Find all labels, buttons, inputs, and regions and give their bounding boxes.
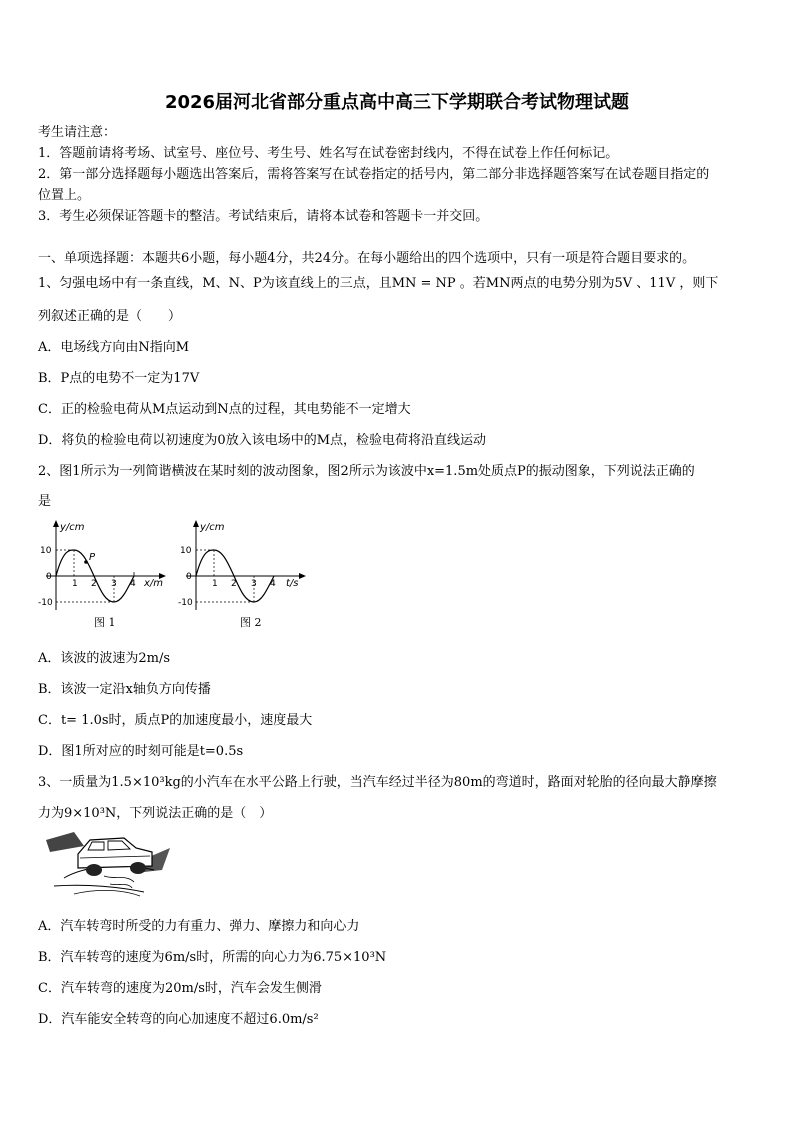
q1-stem: 1、匀强电场中有一条直线，M、N、P为该直线上的三点，且MN = NP 。若MN两点的电势分别为5V 、11V ，则下 — [38, 276, 719, 291]
x-tick-label: 3 — [111, 579, 117, 589]
y-tick-label: 10 — [180, 546, 192, 556]
notice-item: 2．第一部分选择题每小题选出答案后，需将答案写在试卷指定的括号内，第二部分非选择题答案写在试卷题目指定的 — [38, 167, 710, 182]
q1-stem: 列叙述正确的是（ ） — [38, 309, 182, 324]
x-tick-label: 4 — [130, 579, 136, 589]
notice-item: 1．答题前请将考场、试室号、座位号、考生号、姓名写在试卷密封线内，不得在试卷上作任何标记。 — [38, 146, 619, 161]
q2-option-d: D．图1所对应的时刻可能是t=0.5s — [38, 744, 244, 759]
q2-stem: 是 — [38, 494, 52, 509]
point-p-label: P — [89, 552, 96, 563]
y-tick-label: 0 — [46, 572, 52, 582]
x-tick-label: 1 — [212, 579, 218, 589]
q3-option-a: A．汽车转弯时所受的力有重力、弹力、摩擦力和向心力 — [38, 919, 360, 934]
notice-item: 位置上。 — [38, 188, 91, 203]
q3-option-d: D．汽车能安全转弯的向心加速度不超过6.0m/s² — [38, 1012, 319, 1027]
page-title: 2026届河北省部分重点高中高三下学期联合考试物理试题 — [164, 92, 630, 113]
q3-option-c: C．汽车转弯的速度为20m/s时，汽车会发生侧滑 — [38, 981, 322, 996]
q3-stem: 3、一质量为1.5×10³kg的小汽车在水平公路上行驶，当汽车经过半径为80m的弯道时，路面对轮胎的径向最大静摩擦 — [38, 775, 717, 790]
q2-option-b: B．该波一定沿x轴负方向传播 — [38, 682, 211, 697]
y-axis-label: y/cm — [60, 522, 85, 533]
y-tick-label: -10 — [38, 598, 53, 608]
figure-1-caption: 图 1 — [94, 616, 116, 629]
car-on-curve-illustration — [44, 826, 174, 898]
q2-option-c: C．t= 1.0s时，质点P的加速度最小，速度最大 — [38, 713, 313, 728]
y-axis-label: y/cm — [200, 522, 225, 533]
notice-heading: 考生请注意： — [38, 125, 117, 140]
vibration-graph-figure — [176, 518, 311, 614]
wave-graph-figure — [36, 518, 171, 614]
x-tick-label: 2 — [91, 579, 97, 589]
q2-stem: 2、图1所示为一列简谐横波在某时刻的波动图象，图2所示为该波中x=1.5m处质点P的振动图象，下列说法正确的 — [38, 464, 695, 479]
x-tick-label: 3 — [251, 579, 257, 589]
q1-option-d: D．将负的检验电荷以初速度为0放入该电场中的M点，检验电荷将沿直线运动 — [38, 433, 487, 448]
x-axis-label: x/m — [144, 578, 164, 589]
x-tick-label: 2 — [231, 579, 237, 589]
x-axis-label: t/s — [286, 578, 299, 589]
x-tick-label: 1 — [72, 579, 78, 589]
q1-option-a: A．电场线方向由N指向M — [38, 340, 190, 355]
y-tick-label: -10 — [178, 598, 193, 608]
q1-option-c: C．正的检验电荷从M点运动到N点的过程，其电势能不一定增大 — [38, 402, 411, 417]
q2-option-a: A．该波的波速为2m/s — [38, 651, 171, 666]
x-tick-label: 4 — [270, 579, 276, 589]
y-tick-label: 0 — [186, 572, 192, 582]
figure-2-caption: 图 2 — [240, 616, 262, 629]
section-heading: 一、单项选择题：本题共6小题，每小题4分，共24分。在每小题给出的四个选项中，只有一项是符合题目要求的。 — [38, 251, 696, 266]
q1-option-b: B．P点的电势不一定为17V — [38, 371, 200, 386]
notice-item: 3．考生必须保证答题卡的整洁。考试结束后，请将本试卷和答题卡一并交回。 — [38, 209, 489, 224]
q3-stem: 力为9×10³N，下列说法正确的是（ ） — [38, 806, 273, 821]
y-tick-label: 10 — [40, 546, 52, 556]
q3-option-b: B．汽车转弯的速度为6m/s时，所需的向心力为6.75×10³N — [38, 950, 387, 965]
